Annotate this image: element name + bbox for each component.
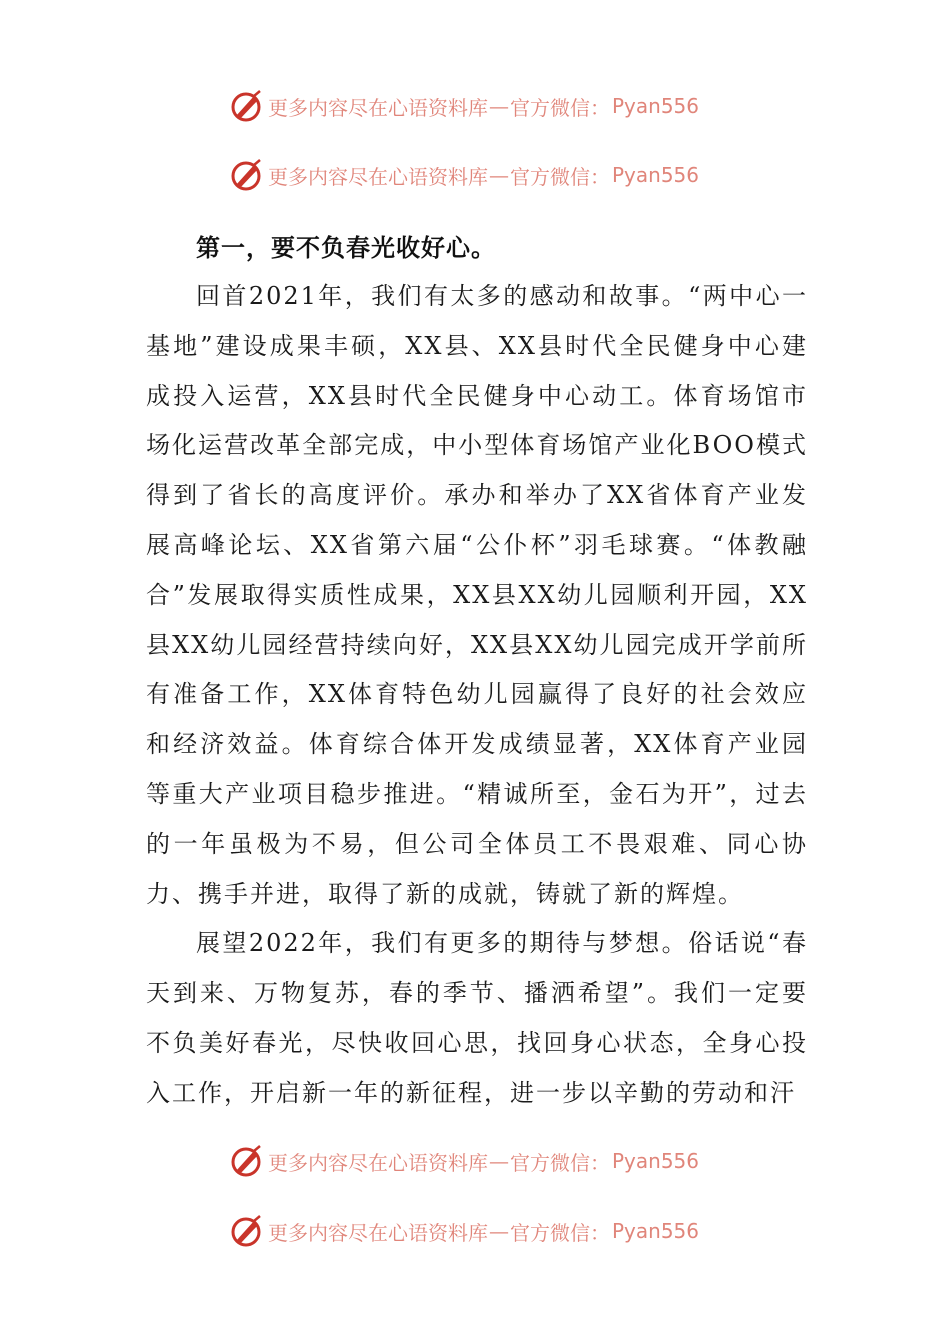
watermark-id: Pyan556 xyxy=(612,163,700,187)
watermark-separator: — xyxy=(489,1219,509,1243)
watermark-separator: — xyxy=(489,1149,509,1173)
watermark-banner xyxy=(228,1211,748,1251)
watermark-banner xyxy=(228,1141,748,1181)
watermark-separator: — xyxy=(489,163,509,187)
watermark-label: 官方微信： xyxy=(510,164,610,189)
watermark-id: Pyan556 xyxy=(612,1219,700,1243)
pen-logo-icon xyxy=(228,157,264,193)
watermark-text: 更多内容尽在心语资料库 xyxy=(268,95,488,120)
paragraph: 回首2021年，我们有太多的感动和故事。“两中心一基地”建设成果丰硕，XX县、XX县时代全民健身中心建成投入运营，XX县时代全民健身中心动工。体育场馆市场化运营改革全部完成，中小型体育场馆产业化BOO模式得到了省长的高度评价。承办和举办了XX省体育产业发展高峰论坛、XX省第六届“公仆杯”羽毛球赛。“体教融合”发展取得实质性成果，XX县XX幼儿园顺利开园，XX县XX幼儿园经营持续向好，XX县XX幼儿园完成开学前所有准备工作，XX体育特色幼儿园赢得了良好的社会效应和经济效益。体育综合体开发成绩显著，XX体育产业园等重大产业项目稳步推进。“精诚所至，金石为开”，过去的一年虽极为不易，但公司全体员工不畏艰难、同心协力、携手并进，取得了新的成就，铸就了新的辉煌。 xyxy=(146,282,808,908)
paragraph: 展望2022年，我们有更多的期待与梦想。俗话说“春天到来、万物复苏，春的季节、播洒希望”。我们一定要不负美好春光，尽快收回心思，找回身心状态，全身心投入工作，开启新一年的新征程，进一步以辛勤的劳动和汗 xyxy=(146,929,808,1107)
watermark-id: Pyan556 xyxy=(612,1149,700,1173)
pen-logo-icon xyxy=(228,1213,264,1249)
watermark-text: 更多内容尽在心语资料库 xyxy=(268,1220,488,1245)
section-heading: 第一，要不负春光收好心。 xyxy=(196,234,496,262)
watermark-text: 更多内容尽在心语资料库 xyxy=(268,1150,488,1175)
watermark-banner xyxy=(228,155,748,195)
watermark-label: 官方微信： xyxy=(510,1220,610,1245)
pen-logo-icon xyxy=(228,1143,264,1179)
watermark-text: 更多内容尽在心语资料库 xyxy=(268,164,488,189)
document-body xyxy=(146,272,808,1119)
watermark-banner xyxy=(228,86,748,126)
watermark-separator: — xyxy=(489,94,509,118)
watermark-id: Pyan556 xyxy=(612,94,700,118)
watermark-label: 官方微信： xyxy=(510,95,610,120)
pen-logo-icon xyxy=(228,88,264,124)
watermark-label: 官方微信： xyxy=(510,1150,610,1175)
